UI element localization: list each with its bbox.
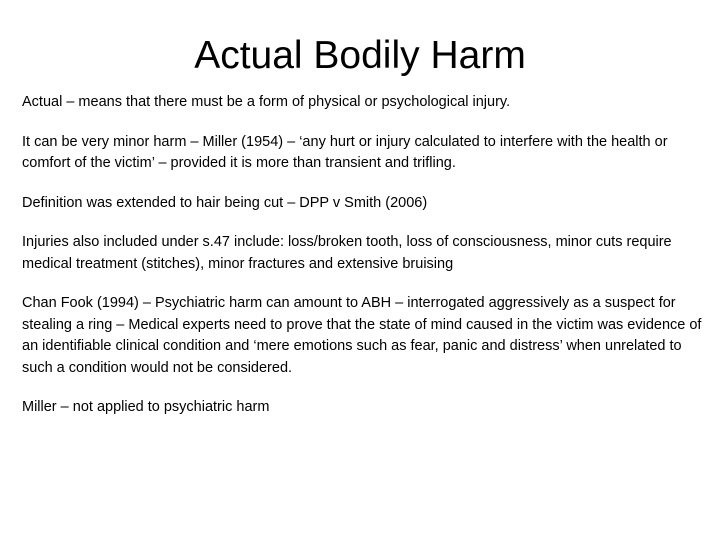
paragraph-chan-fook: Chan Fook (1994) – Psychiatric harm can amount to ABH – interrogated aggressively as a suspect for stealing a ring – Medical experts need to prove that the state of mind caused in the victim was evidence of an identifiable clinical condition and ‘mere emotions such as fear, panic and distress’ when unrelated to such a condition would not be considered. [22, 295, 702, 376]
slide-body [22, 92, 706, 437]
paragraph-actual-definition: Actual – means that there must be a form of physical or psychological injury. [22, 94, 511, 110]
paragraph-miller-case: It can be very minor harm – Miller (1954) – ‘any hurt or injury calculated to interfere with the health or comfort of the victim’ – provided it is more than transient and trifling. [22, 133, 668, 171]
paragraph-miller-psychiatric: Miller – not applied to psychiatric harm [22, 399, 270, 415]
paragraph-dpp-v-smith: Definition was extended to hair being cut – DPP v Smith (2006) [22, 194, 428, 211]
paragraph-s47-injuries: Injuries also included under s.47 include: loss/broken tooth, loss of consciousness, minor cuts require medical treatment (stitches), minor fractures and extensive bruising [22, 234, 672, 272]
slide-title: Actual Bodily Harm [194, 34, 526, 77]
